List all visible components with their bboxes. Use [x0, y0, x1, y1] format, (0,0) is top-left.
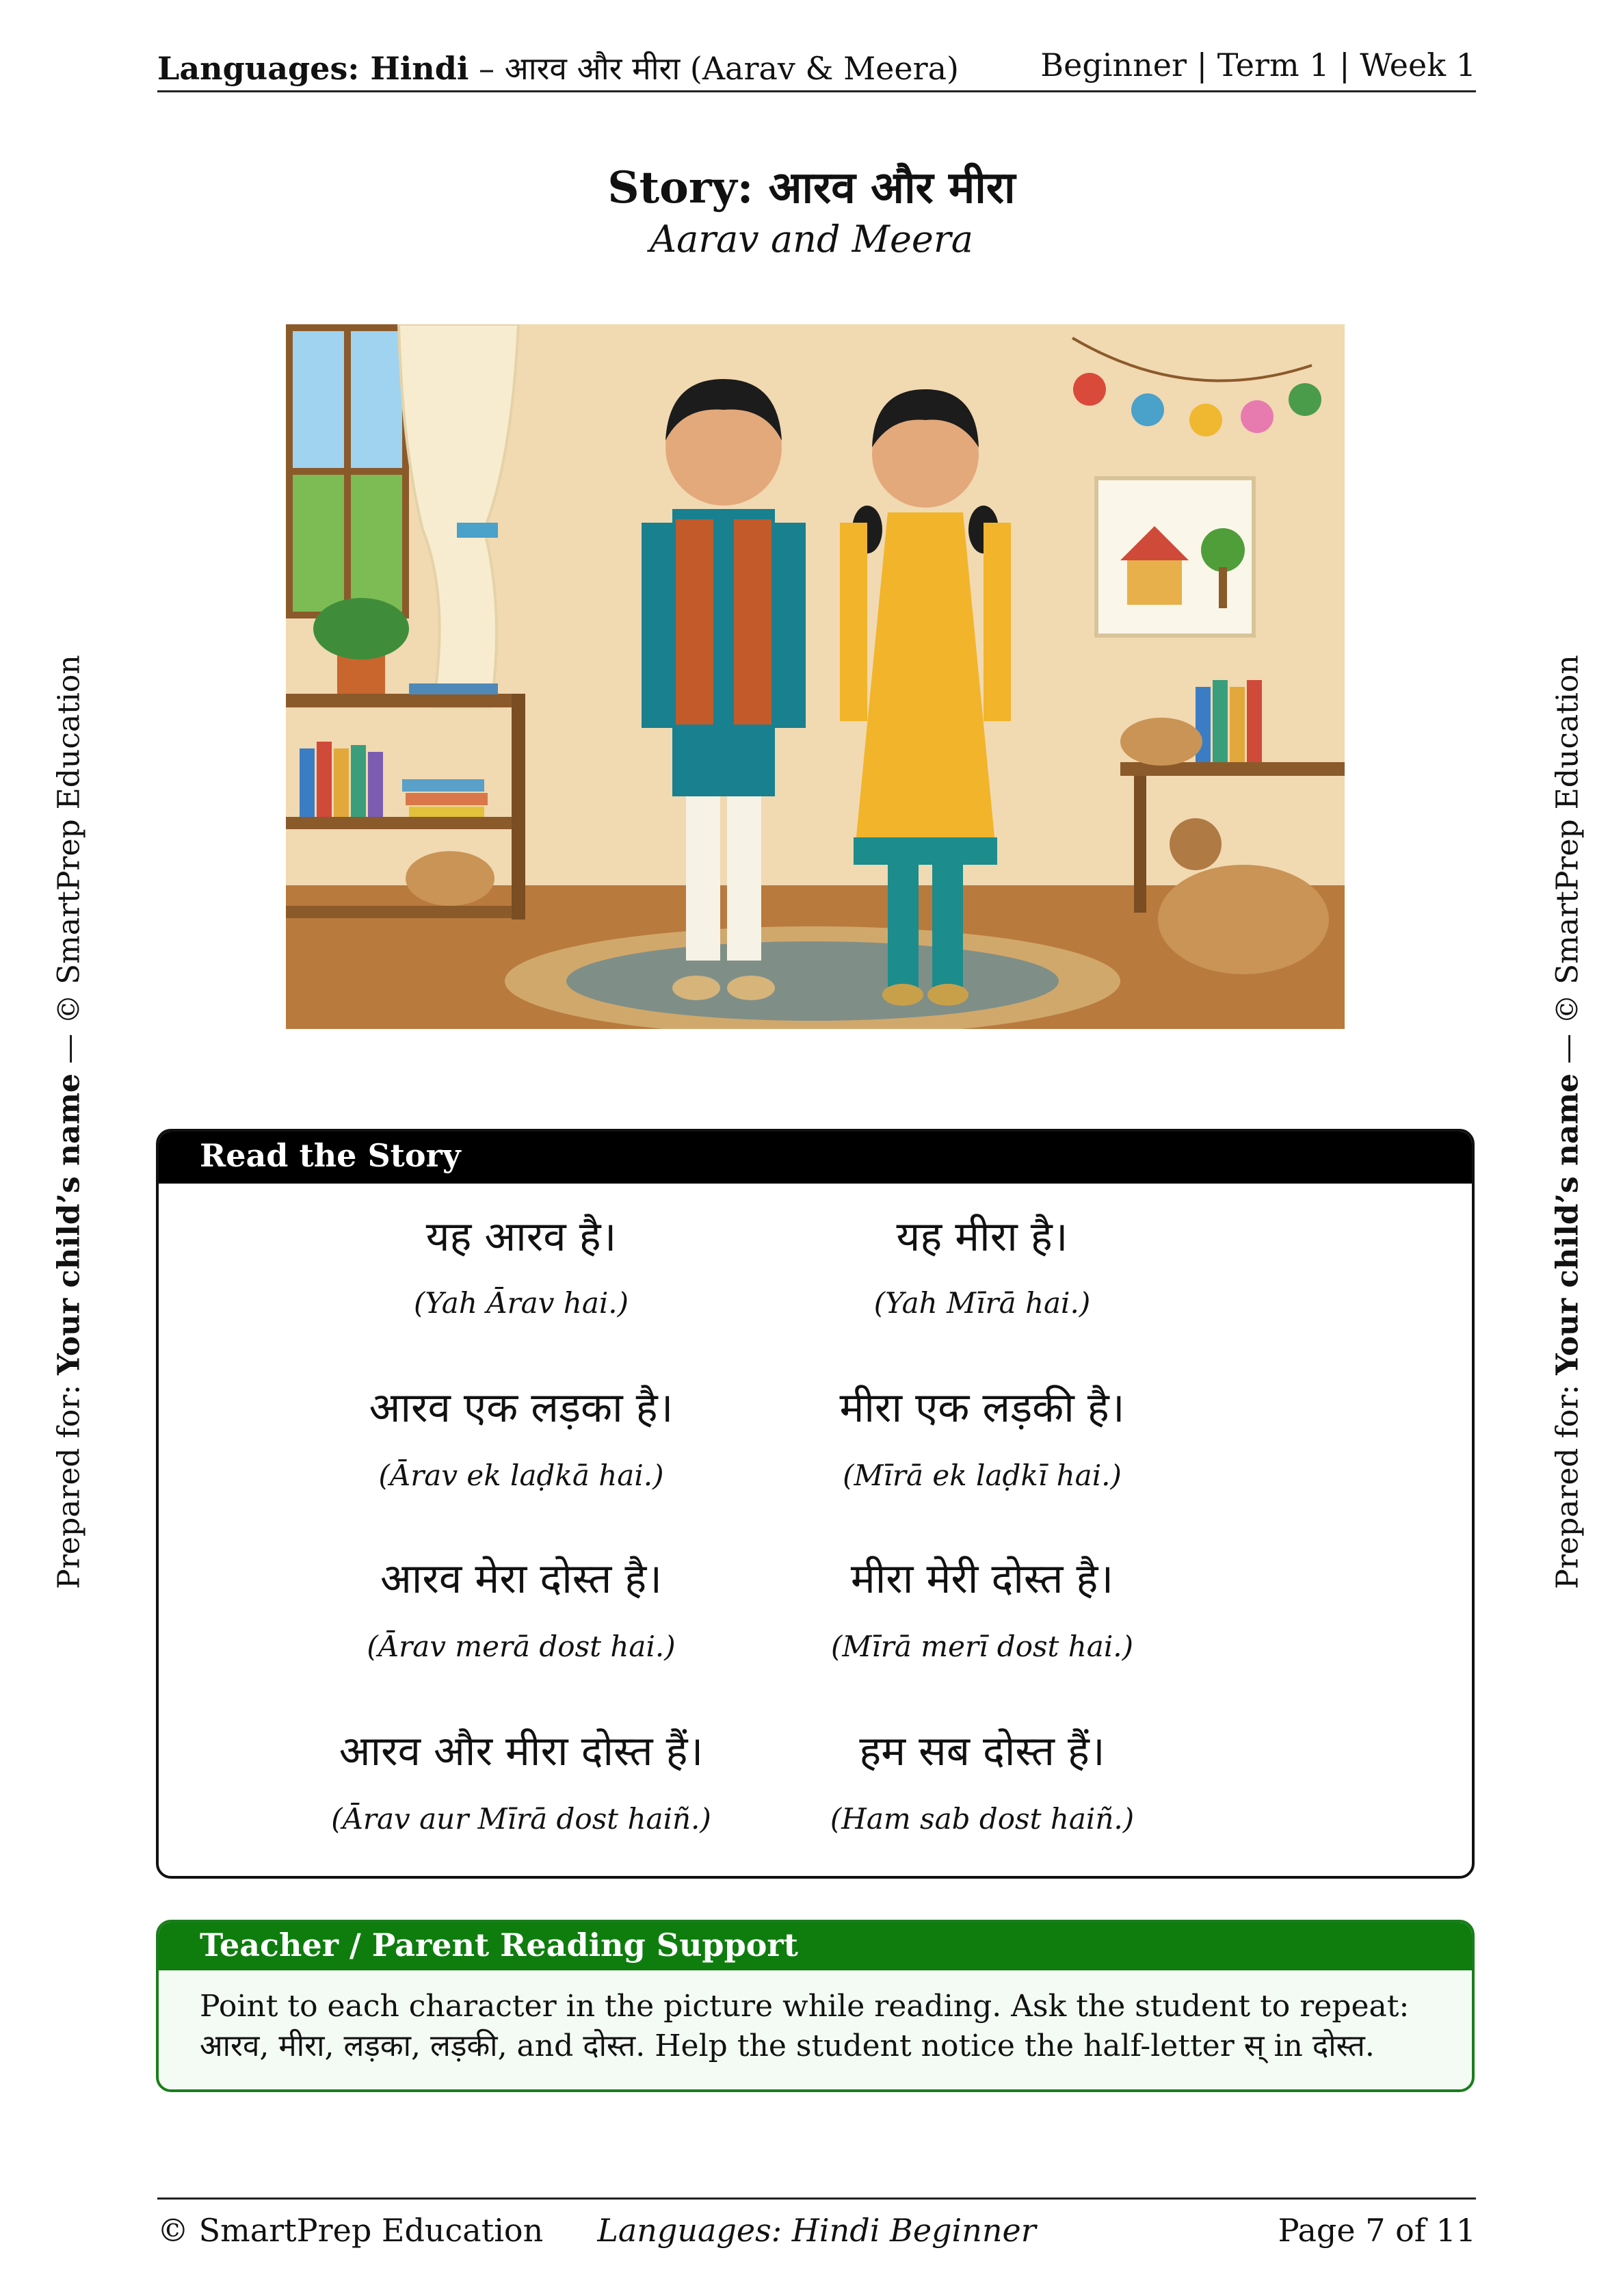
story-line-hindi: आरव एक लड़का है। — [369, 1384, 674, 1432]
story-line-hindi: यह मीरा है। — [896, 1213, 1068, 1261]
story-line-hindi: यह आरव है। — [425, 1213, 617, 1261]
page-footer — [157, 2197, 1476, 2254]
side-text-left — [52, 655, 87, 1589]
window — [286, 324, 409, 618]
footer-course: Languages: Hindi Beginner — [597, 2212, 1036, 2249]
story-title: Story: आरव और मीरा — [607, 162, 1016, 213]
story-line-hindi: हम सब दोस्त हैं। — [859, 1727, 1105, 1775]
page-header — [157, 42, 1476, 92]
basket-left — [406, 851, 494, 906]
story-line-hindi: आरव मेरा दोस्त है। — [380, 1555, 662, 1603]
story-illustration — [286, 324, 1345, 1029]
prepared-for-label: Prepared for: — [51, 1374, 87, 1589]
footer-copyright: © SmartPrep Education — [157, 2212, 544, 2249]
story-line-translit: (Yah Mīrā hai.) — [873, 1286, 1091, 1320]
side-copyright: — © SmartPrep Education — [51, 655, 87, 1073]
story-line-hindi: मीरा मेरी दोस्त है। — [850, 1555, 1114, 1603]
story-line-hindi: मीरा एक लड़की है। — [839, 1384, 1125, 1432]
header-subject: Languages: Hindi — [157, 50, 469, 87]
side-copyright: — © SmartPrep Education — [1550, 655, 1585, 1073]
rug-center — [566, 941, 1059, 1021]
page-number: Page 7 of 11 — [1278, 2212, 1476, 2249]
story-line-translit: (Ārav aur Mīrā dost haiñ.) — [331, 1802, 711, 1836]
story-box-heading: Read the Story — [159, 1132, 1472, 1184]
side-text-right — [1551, 655, 1585, 1589]
story-line-translit: (Ham sab dost haiñ.) — [830, 1802, 1135, 1836]
support-box-body: Point to each character in the picture while reading. Ask the student to repeat: आरव, मीरा, लड़का, लड़की, and दोस्त. Help the student notice the half-letter स् in दोस्त. — [200, 1989, 1410, 2063]
story-line-translit: (Ārav ek laḍkā hai.) — [378, 1459, 664, 1492]
prepared-for-label: Prepared for: — [1550, 1374, 1585, 1589]
header-level: Beginner | Term 1 | Week 1 — [1040, 47, 1476, 83]
reading-support-box — [156, 1920, 1475, 2092]
story-subtitle: Aarav and Meera — [650, 218, 973, 261]
support-box-heading: Teacher / Parent Reading Support — [159, 1922, 1472, 1970]
story-line-translit: (Mīrā ek laḍkī hai.) — [843, 1459, 1122, 1492]
story-line-translit: (Yah Ārav hai.) — [413, 1286, 629, 1320]
story-line-translit: (Mīrā merī dost hai.) — [830, 1630, 1134, 1663]
header-title-rest: – आरव और मीरा (Aarav & Meera) — [469, 50, 959, 87]
wall-drawing — [1096, 478, 1254, 636]
header-title — [157, 47, 959, 89]
illustration-svg — [286, 324, 1345, 1029]
curtain-tie — [457, 523, 498, 538]
child-name: Your child’s name — [51, 1073, 87, 1375]
story-line-translit: (Ārav merā dost hai.) — [367, 1630, 676, 1663]
story-line-hindi: आरव और मीरा दोस्त हैं। — [339, 1727, 704, 1775]
read-the-story-box — [156, 1129, 1475, 1879]
child-name: Your child’s name — [1550, 1073, 1585, 1375]
